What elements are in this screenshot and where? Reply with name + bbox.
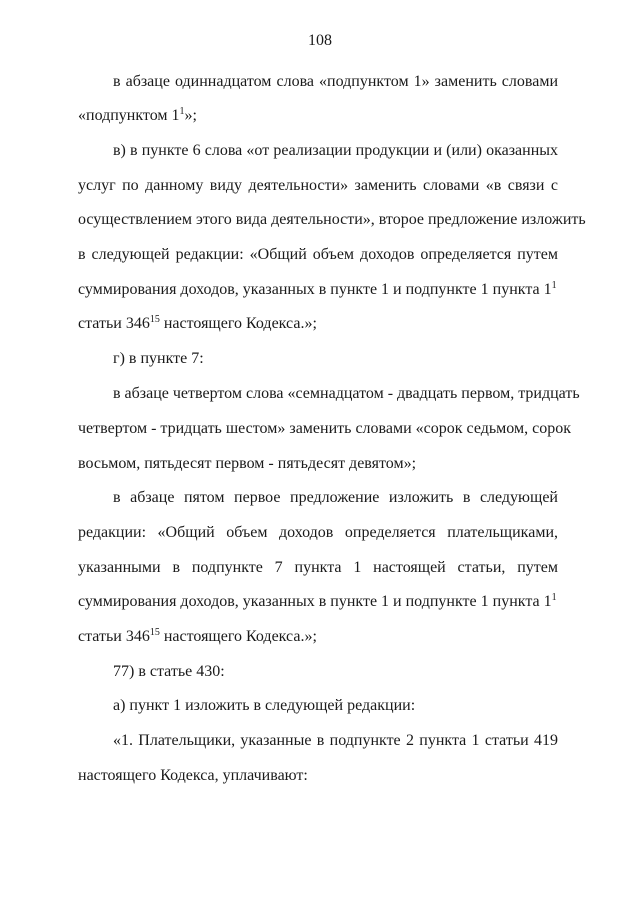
text-line: в абзаце одиннадцатом слова «подпунктом 1» заменить словами bbox=[113, 73, 558, 90]
text-line: суммирования доходов, указанных в пункте 1 и подпункте 1 пункта $1^1$ bbox=[78, 592, 557, 610]
text-line: четвертом - тридцать шестом» заменить словами «сорок седьмом, сорок bbox=[78, 420, 571, 437]
text-line: «подпунктом $1^1$»; bbox=[78, 106, 197, 124]
text-line: настоящего Кодекса, уплачивают: bbox=[78, 767, 308, 784]
text-line: в следующей редакции: «Общий объем доходов определяется путем bbox=[78, 246, 558, 263]
text-line: суммирования доходов, указанных в пункте 1 и подпункте 1 пункта $1^1$ bbox=[78, 280, 557, 298]
text-line: «1. Плательщики, указанные в подпункте 2 пункта 1 статьи 419 bbox=[113, 732, 558, 749]
text-line: редакции: «Общий объем доходов определяется плательщиками, bbox=[78, 524, 558, 541]
text-line: услуг по данному виду деятельности» заменить словами «в связи с bbox=[78, 177, 558, 194]
text-line: осуществлением этого вида деятельности», второе предложение изложить bbox=[78, 211, 586, 228]
text-line: статьи $346^{15}$ настоящего Кодекса.»; bbox=[78, 627, 317, 645]
text-line: в) в пункте 6 слова «от реализации продукции и (или) оказанных bbox=[113, 142, 558, 159]
text-line: г) в пункте 7: bbox=[113, 350, 204, 367]
text-line: статьи $346^{15}$ настоящего Кодекса.»; bbox=[78, 314, 317, 332]
text-line: в абзаце пятом первое предложение изложить в следующей bbox=[113, 489, 558, 506]
text-line: а) пункт 1 изложить в следующей редакции: bbox=[113, 697, 416, 714]
page-number: 108 bbox=[308, 32, 332, 49]
text-line: 77) в статье 430: bbox=[113, 663, 225, 680]
text-line: указанными в подпункте 7 пункта 1 настоящей статьи, путем bbox=[78, 559, 558, 576]
text-line: восьмом, пятьдесят первом - пятьдесят девятом»; bbox=[78, 455, 417, 472]
text-line: в абзаце четвертом слова «семнадцатом - двадцать первом, тридцать bbox=[113, 385, 580, 402]
